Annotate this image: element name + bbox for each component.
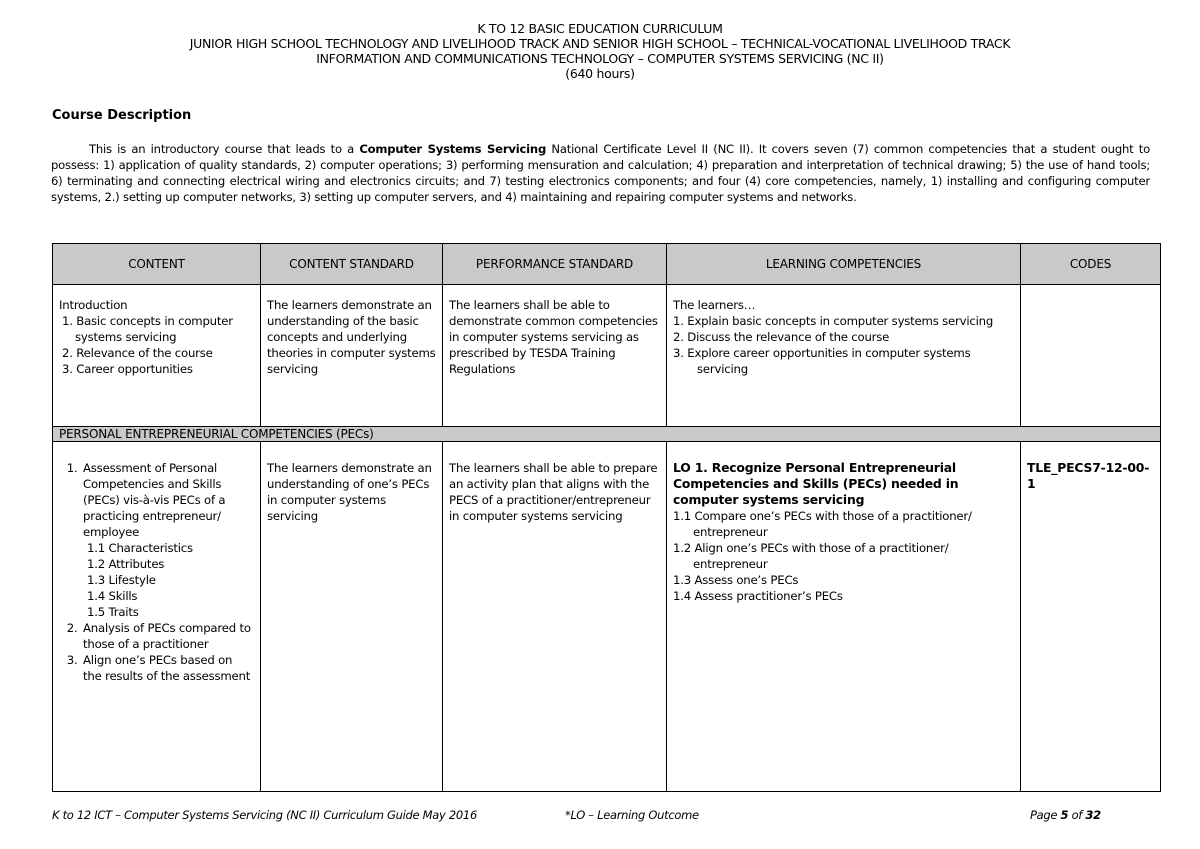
subitem: 1.3 Lifestyle [87,573,156,587]
document-header [0,21,1200,81]
footer-lo-note: *LO – Learning Outcome [565,808,699,822]
list-item: 2. Analysis of PECs compared to those of a practitioner [81,620,254,652]
content-list [59,460,254,684]
page-current: 5 [1060,808,1069,822]
content-standard-cell: The learners demonstrate an understanding of the basic concepts and underlying theories in computer systems servicing [261,285,443,427]
competency-item: 1.3 Assess one’s PECs [673,573,799,587]
page-prefix: Page [1030,808,1061,822]
competency-item: 1.1 Compare one’s PECs with those of a practitioner/ entrepreneur [673,509,972,539]
subitem: 1.1 Characteristics [87,541,193,555]
course-description-text [51,141,1150,205]
description-text-before: This is an introductory course that leads to a [89,142,360,156]
competency-item: 3. Explore career opportunities in computer systems servicing [673,346,971,376]
code-cell [1021,285,1161,427]
competency-item: 1.2 Align one’s PECs with those of a practitioner/ entrepreneur [673,541,949,571]
header-line-1: K TO 12 BASIC EDUCATION CURRICULUM [477,21,723,36]
learning-competencies-cell [667,442,1021,792]
header-learning-competencies: LEARNING COMPETENCIES [667,244,1021,285]
list-item [81,460,254,620]
subitem: 1.4 Skills [87,589,138,603]
content-title: Introduction [59,298,128,312]
competencies-intro: The learners… [673,298,756,312]
performance-standard-cell: The learners shall be able to prepare an activity plan that aligns with the PECS of a practitioner/entrepreneur in computer systems servicing [443,442,667,792]
section-label: PERSONAL ENTREPRENEURIAL COMPETENCIES (PECs) [53,427,1161,442]
course-description-heading: Course Description [52,108,192,123]
header-line-3: INFORMATION AND COMMUNICATIONS TECHNOLOGY – COMPUTER SYSTEMS SERVICING (NC II) [316,51,884,66]
content-item: Assessment of Personal Competencies and Skills (PECs) vis-à-vis PECs of a practicing entrepreneur/ employee [83,461,226,539]
content-cell [53,285,261,427]
section-row [53,427,1161,442]
content-item: 2. Relevance of the course [62,346,213,360]
header-line-4: (640 hours) [565,66,635,81]
header-line-2: JUNIOR HIGH SCHOOL TECHNOLOGY AND LIVELIHOOD TRACK AND SENIOR HIGH SCHOOL – TECHNICAL-VOCATIONAL LIVELIHOOD TRACK [189,36,1011,51]
header-codes: CODES [1021,244,1161,285]
footer-page-number [1030,808,1101,822]
description-text-after: National Certificate Level II (NC II). It covers seven (7) common competencies that a student ought to possess: 1) application of quality standards, 2) computer operations; 3) performing mensuration and calculation; 4) preparation and interpretation of technical drawing; 5) the use of hand tools; 6) terminating and connecting electrical wiring and electronics circuits; and 7) testing electronics components; and four (4) core competencies, namely, 1) installing and configuring computer systems, 2.) setting up computer networks, 3) setting up computer servers, and 4) maintaining and repairing computer systems and networks. [51,142,1150,204]
header-performance-standard: PERFORMANCE STANDARD [443,244,667,285]
list-item: 3. Align one’s PECs based on the results of the assessment [81,652,254,684]
subitem: 1.5 Traits [87,605,139,619]
competency-item: 1.4 Assess practitioner’s PECs [673,589,843,603]
page-total: 32 [1085,808,1101,822]
page-of: of [1068,808,1086,822]
competency-item: 1. Explain basic concepts in computer systems servicing [673,314,994,328]
content-standard-cell: The learners demonstrate an understanding of one’s PECs in computer systems servicing [261,442,443,792]
content-item: 3. Career opportunities [62,362,193,376]
performance-standard-cell: The learners shall be able to demonstrate common competencies in computer systems servicing as prescribed by TESDA Training Regulations [443,285,667,427]
learning-competencies-cell [667,285,1021,427]
header-content: CONTENT [53,244,261,285]
content-item: 1. Basic concepts in computer systems servicing [62,314,233,344]
description-bold-term: Computer Systems Servicing [359,142,547,156]
table-row [53,442,1161,792]
table-row [53,285,1161,427]
subitem: 1.2 Attributes [87,557,165,571]
header-content-standard: CONTENT STANDARD [261,244,443,285]
learning-outcome-title: LO 1. Recognize Personal Entrepreneurial Competencies and Skills (PECs) needed in computer systems servicing [673,460,959,507]
content-cell [53,442,261,792]
footer-document-title: K to 12 ICT – Computer Systems Servicing (NC II) Curriculum Guide May 2016 [52,808,477,822]
code-cell: TLE_PECS7-12-00-1 [1021,442,1161,792]
content-sublist [83,540,254,620]
competency-item: 2. Discuss the relevance of the course [673,330,890,344]
table-header-row [53,244,1161,285]
curriculum-table [52,243,1161,792]
